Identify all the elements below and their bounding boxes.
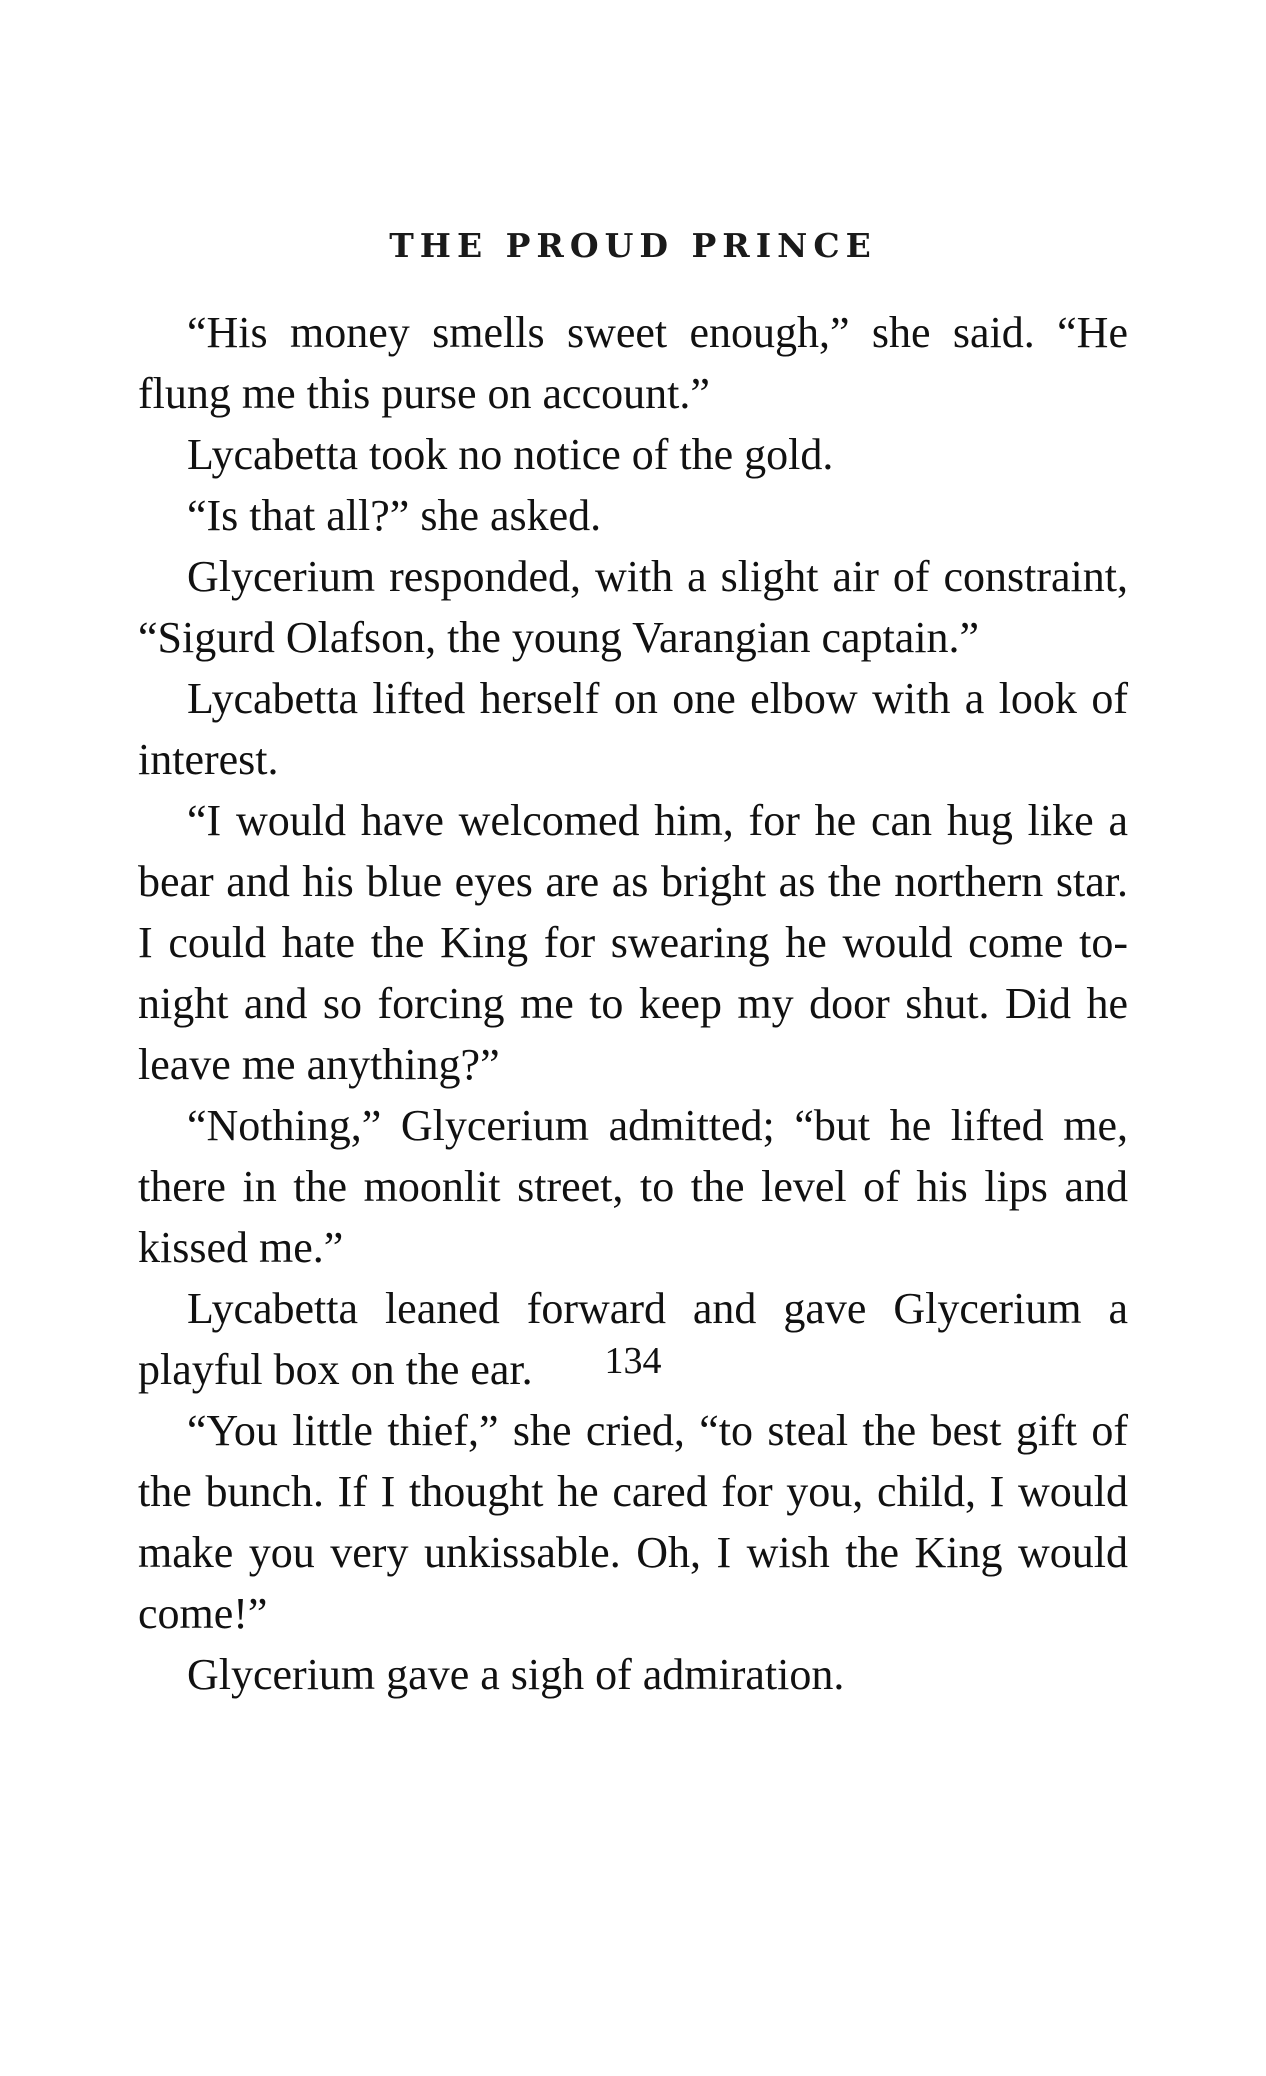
paragraph: “I would have welcomed him, for he can hug like a bear and his blue eyes are as bright as the northern star. I could hate the King for swearing he would come to-night and so forcing me to keep my door shut. Did he leave me anything?” [138,796,1128,1089]
body-text [138,302,1128,1705]
paragraph: Lycabetta took no notice of the gold. [187,430,834,479]
running-header: THE PROUD PRINCE [389,226,877,265]
paragraph: “His money smells sweet enough,” she said. “He flung me this purse on account.” [138,308,1128,418]
paragraph: Glycerium responded, with a slight air of constraint, “Sigurd Olafson, the young Varangian captain.” [138,552,1128,662]
page-number: 134 [604,1340,662,1382]
paragraph: Lycabetta lifted herself on one elbow with a look of interest. [138,674,1128,784]
paragraph: “You little thief,” she cried, “to steal the best gift of the bunch. If I thought he cared for you, child, I would make you very unkissable. Oh, I wish the King would come!” [138,1406,1128,1638]
paragraph: Glycerium gave a sigh of admiration. [187,1650,845,1699]
paragraph: “Is that all?” she asked. [187,491,602,540]
paragraph: “Nothing,” Glycerium admitted; “but he lifted me, there in the moonlit street, to the level of his lips and kissed me.” [138,1101,1128,1272]
paragraph: Lycabetta leaned forward and gave Glycerium a playful box on the ear. [138,1284,1128,1394]
